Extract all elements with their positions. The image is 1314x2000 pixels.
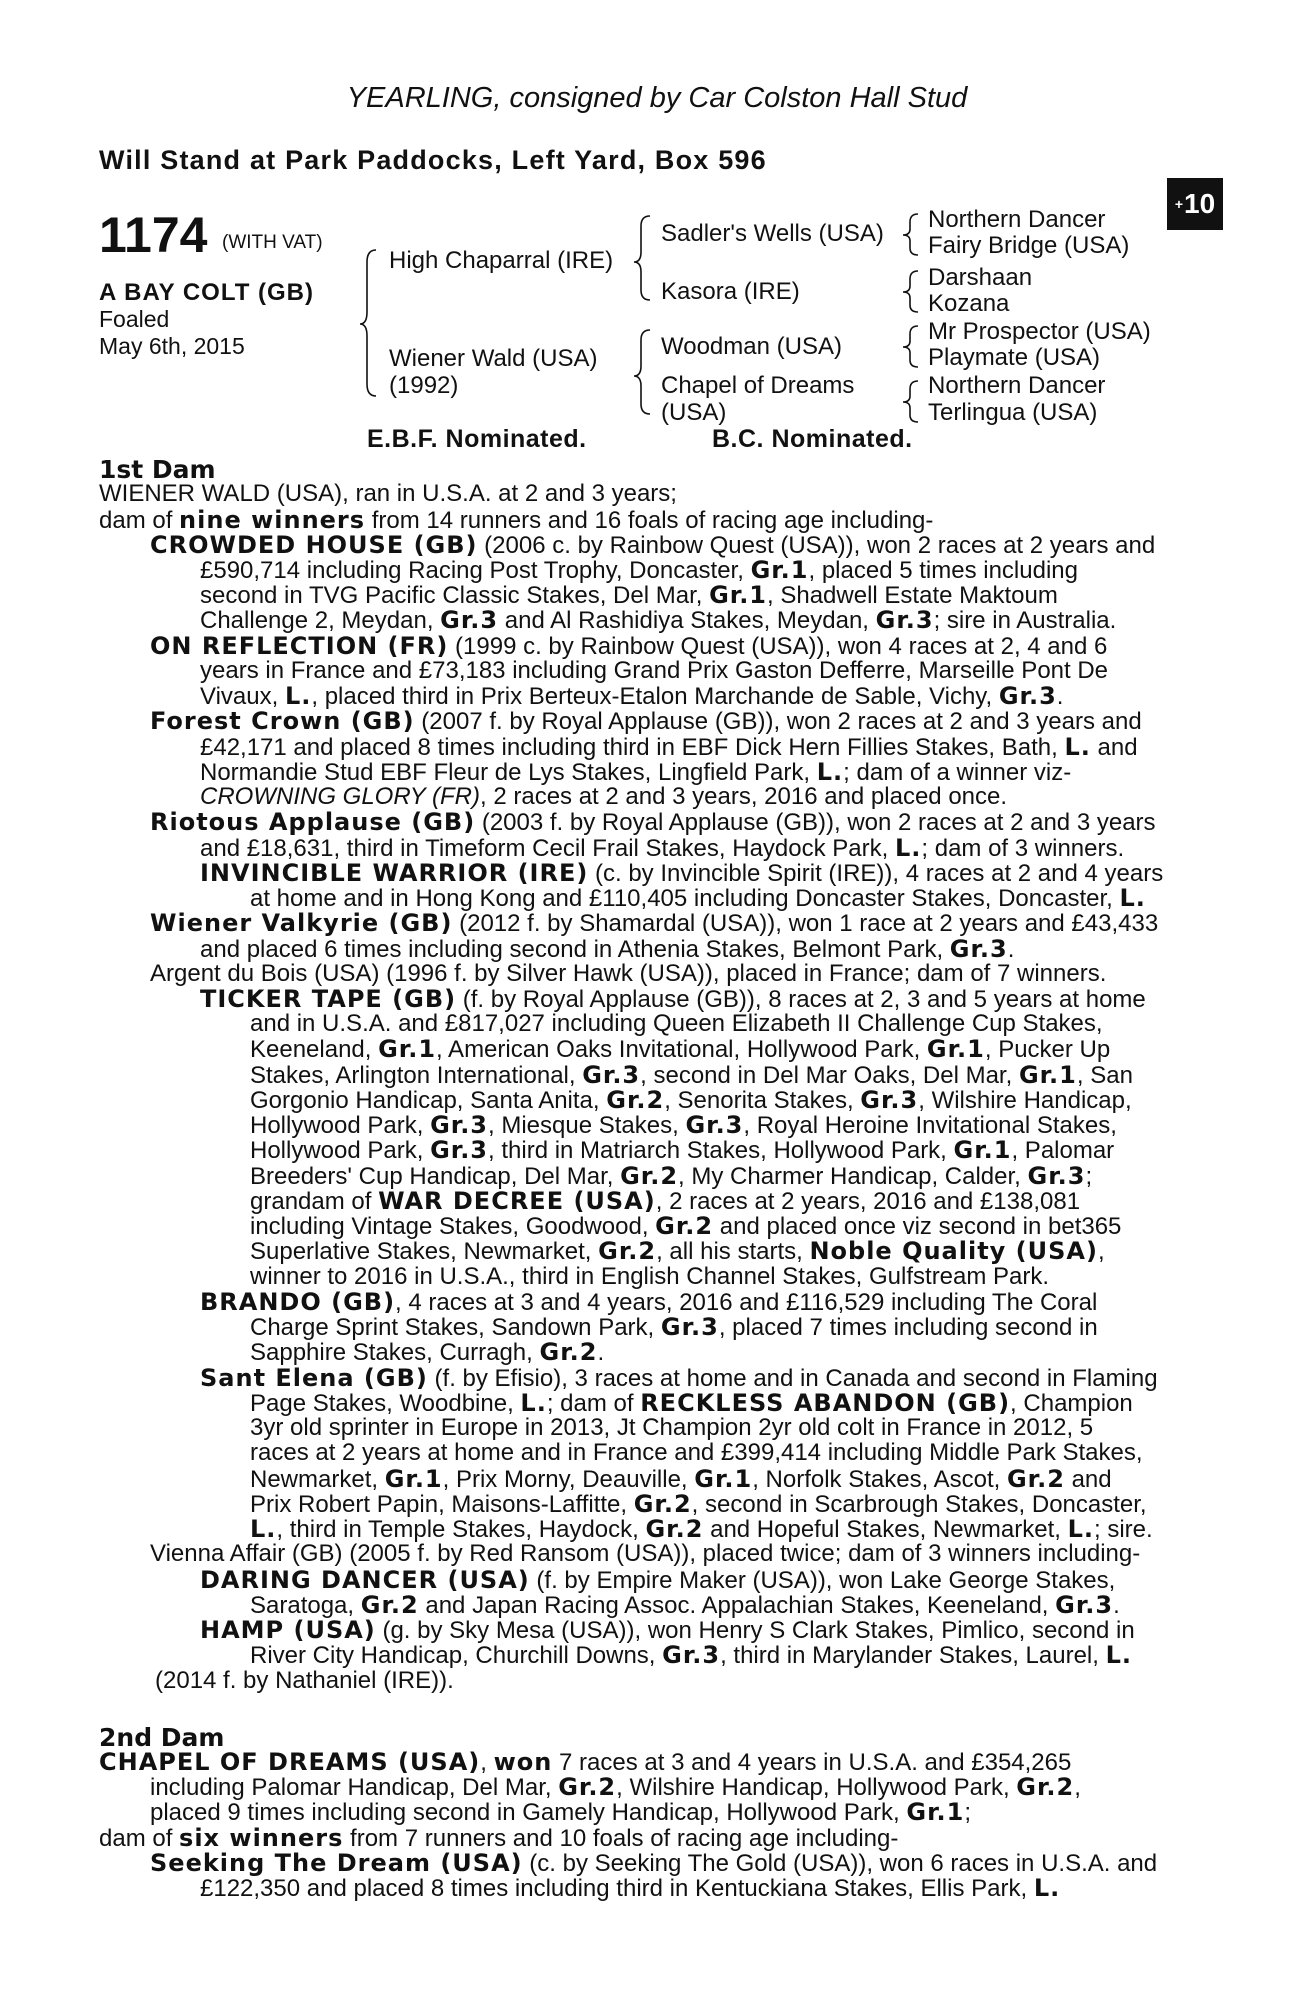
line-text: Normandie Stud EBF Fleur de Lys Stakes, Lingfield Park, [200, 759, 817, 786]
line-text: ; [964, 1799, 971, 1826]
bold-text: six winners [179, 1824, 344, 1852]
line-text: (2012 f. by Shamardal (USA)), won 1 race at 2 years and £43,433 [452, 910, 1159, 937]
ped-dd-dam: Terlingua (USA) [928, 399, 1098, 426]
line-text: , San [1076, 1062, 1133, 1089]
bold-text: Gr.1 [384, 1465, 443, 1493]
catalogue-line: races at 2 years at home and in France and £399,414 including Middle Park Stakes, [250, 1439, 1143, 1466]
ped-dam-dam-line2: (USA) [661, 399, 727, 426]
line-text: Newmarket, [250, 1466, 385, 1493]
catalogue-line: (2014 f. by Nathaniel (IRE)). [155, 1667, 454, 1694]
vat-label: (WITH VAT) [222, 232, 323, 253]
line-text: . [1113, 1592, 1120, 1619]
bold-text: Gr.2 [539, 1338, 598, 1366]
section-heading: 2nd Dam [99, 1723, 225, 1752]
line-text: , third in Matriarch Stakes, Hollywood Park, [488, 1137, 954, 1164]
line-text: Challenge 2, Meydan, [200, 607, 441, 634]
ebf-nomination: E.B.F. Nominated. [367, 425, 587, 453]
bold-text: L. [520, 1389, 547, 1417]
bold-text: L. [894, 834, 922, 862]
section-heading: 1st Dam [99, 455, 216, 484]
foaled-date: May 6th, 2015 [99, 333, 245, 359]
line-text: Vivaux, [200, 683, 285, 710]
bold-text: Gr.3 [440, 606, 499, 634]
ped-dam-line1: Wiener Wald (USA) [389, 345, 598, 372]
line-text: from 7 runners and 10 foals of racing age including- [343, 1825, 899, 1852]
ped-sire: High Chaparral (IRE) [389, 247, 614, 274]
bold-text: Gr.3 [430, 1111, 489, 1139]
bold-text: Gr.1 [694, 1465, 753, 1493]
bold-text: CHAPEL OF DREAMS (USA) [99, 1748, 481, 1776]
page-header: YEARLING, consigned by Car Colston Hall Stud [346, 82, 968, 114]
line-text: , Champion [1010, 1390, 1133, 1417]
bold-text: Gr.3 [1027, 1162, 1086, 1190]
bold-text: Gr.3 [998, 682, 1057, 710]
bold-text: L. [1033, 1874, 1061, 1902]
line-text: , second in Del Mar Oaks, Del Mar, [640, 1062, 1019, 1089]
line-text: ; [1085, 1163, 1093, 1190]
bc-nomination: B.C. Nominated. [712, 425, 913, 453]
bold-text: CROWDED HOUSE (GB) [150, 531, 478, 559]
bold-text: L. [816, 758, 844, 786]
bold-text: Gr.1 [709, 581, 768, 609]
foaled-label: Foaled [99, 306, 170, 332]
bold-text: Gr.2 [633, 1490, 692, 1518]
bold-text: DARING DANCER (USA) [200, 1566, 530, 1594]
bold-text: Gr.2 [360, 1591, 419, 1619]
bold-text: Gr.1 [926, 1035, 985, 1063]
line-text: River City Handicap, Churchill Downs, [250, 1642, 663, 1669]
bold-text: Gr.2 [655, 1212, 714, 1240]
line-text: , Royal Heroine Invitational Stakes, [743, 1112, 1117, 1139]
catalogue-line: and in U.S.A. and £817,027 including Queen Elizabeth II Challenge Cup Stakes, [250, 1010, 1103, 1037]
line-text: Gorgonio Handicap, Santa Anita, [250, 1087, 607, 1114]
line-text: £42,171 and placed 8 times including third in EBF Dick Hern Fillies Stakes, Bath, [200, 734, 1065, 761]
line-text: and [1064, 1466, 1112, 1493]
bold-text: L. [1119, 884, 1146, 912]
line-text: and Hopeful Stakes, Newmarket, [703, 1516, 1068, 1543]
bold-text: Gr.3 [875, 606, 934, 634]
bold-text: TICKER TAPE (GB) [200, 985, 457, 1013]
line-text: , Palomar [1011, 1137, 1115, 1164]
bold-text: Gr.1 [378, 1035, 437, 1063]
bold-text: Gr.3 [582, 1061, 641, 1089]
line-text: , American Oaks Invitational, Hollywood Park, [436, 1036, 927, 1063]
line-text: Saratoga, [250, 1592, 361, 1619]
line-text: dam of [99, 1825, 180, 1852]
line-text: Charge Sprint Stakes, Sandown Park, [250, 1314, 661, 1341]
badge-number: 10 [1184, 188, 1216, 219]
bold-text: HAMP (USA) [200, 1616, 376, 1644]
ped-dam-line2: (1992) [389, 372, 459, 399]
line-text: (2006 c. by Rainbow Quest (USA)), won 2 races at 2 years and [477, 532, 1156, 559]
line-text: , Wilshire Handicap, Hollywood Park, [616, 1774, 1017, 1801]
line-text: (2003 f. by Royal Applause (GB)), won 2 races at 2 and 3 years [475, 809, 1156, 836]
bold-text: Gr.3 [860, 1086, 919, 1114]
line-text: Superlative Stakes, Newmarket, [250, 1238, 599, 1265]
line-text: and Japan Racing Assoc. Appalachian Stakes, Keeneland, [418, 1592, 1056, 1619]
ped-ss-sire: Northern Dancer [928, 206, 1106, 233]
line-text: (g. by Sky Mesa (USA)), won Henry S Clark Stakes, Pimlico, second in [375, 1617, 1135, 1644]
catalogue-line [150, 909, 1158, 938]
bold-text: RECKLESS ABANDON (GB) [640, 1389, 1011, 1417]
line-text: , Wilshire Handicap, [918, 1087, 1132, 1114]
line-text: Breeders' Cup Handicap, Del Mar, [250, 1163, 621, 1190]
pedigree-brackets [0, 0, 1314, 440]
line-text: (c. by Invincible Spirit (IRE)), 4 races at 2 and 4 years [588, 860, 1164, 887]
bold-text: Gr.2 [620, 1162, 679, 1190]
catalogue-line [250, 1641, 1132, 1670]
line-text: and Al Rashidiya Stakes, Meydan, [498, 607, 876, 634]
catalogue-line [150, 808, 1156, 837]
bold-text: L. [1067, 1515, 1095, 1543]
line-text: ; sire. [1094, 1516, 1153, 1543]
ped-sire-dam: Kasora (IRE) [661, 278, 800, 305]
bold-text: Gr.1 [906, 1798, 965, 1826]
bracket-4 [903, 214, 918, 255]
line-text: 7 races at 3 and 4 years in U.S.A. and £354,265 [552, 1749, 1072, 1776]
bold-text: Sant Elena (GB) [200, 1364, 428, 1392]
bold-text: Gr.2 [558, 1773, 617, 1801]
line-text: £590,714 including Racing Post Trophy, Doncaster, [200, 557, 751, 584]
bold-text: nine winners [179, 506, 366, 534]
line-text: ; sire in Australia. [933, 607, 1117, 634]
bold-text: INVINCIBLE WARRIOR (IRE) [200, 859, 589, 887]
line-text: and placed 6 times including second in Athenia Stakes, Belmont Park, [200, 936, 950, 963]
line-text: , 2 races at 2 and 3 years, 2016 and placed once. [480, 783, 1008, 810]
lot-number: 1174 [99, 207, 208, 263]
catalogue-line: WIENER WALD (USA), ran in U.S.A. at 2 and 3 years; [99, 480, 677, 507]
line-text: ; dam of [546, 1390, 641, 1417]
bold-text: L. [1064, 733, 1091, 761]
bracket-6 [903, 326, 918, 367]
line-text: ; dam of a winner viz- [843, 759, 1072, 786]
bracket-1 [360, 250, 376, 396]
ped-sd-dam: Kozana [928, 290, 1010, 317]
catalogue-line: winner to 2016 in U.S.A., third in English Channel Stakes, Gulfstream Park. [250, 1263, 1050, 1290]
line-text: from 14 runners and 16 foals of racing age including- [365, 507, 934, 534]
line-text: , all his starts, [656, 1238, 810, 1265]
line-text: , second in Scarbrough Stakes, Doncaster, [691, 1491, 1147, 1518]
line-text: , My Charmer Handicap, Calder, [678, 1163, 1028, 1190]
bracket-3 [634, 330, 650, 414]
line-text: (f. by Empire Maker (USA)), won Lake George Stakes, [529, 1567, 1116, 1594]
line-text: , Miesque Stakes, [488, 1112, 686, 1139]
catalogue-line [250, 1136, 1114, 1165]
line-text: (2007 f. by Royal Applause (GB)), won 2 races at 2 and 3 years and [414, 708, 1142, 735]
ped-sire-sire: Sadler's Wells (USA) [661, 220, 884, 247]
line-text: , Pucker Up [984, 1036, 1111, 1063]
line-text: and £18,631, third in Timeform Cecil Frail Stakes, Haydock Park, [200, 835, 895, 862]
catalogue-line: Argent du Bois (USA) (1996 f. by Silver Hawk (USA)), placed in France; dam of 7 winners. [150, 960, 1107, 987]
line-text: , placed 5 times including [808, 557, 1078, 584]
catalogue-line [200, 1874, 1060, 1903]
line-text: including Palomar Handicap, Del Mar, [150, 1774, 559, 1801]
bold-text: Gr.1 [953, 1136, 1012, 1164]
line-text: , placed 7 times including second in [718, 1314, 1098, 1341]
bold-text: Gr.3 [430, 1136, 489, 1164]
catalogue-line [150, 707, 1142, 736]
bold-text: won [493, 1748, 553, 1776]
line-text: (1999 c. by Rainbow Quest (USA)), won 4 races at 2, 4 and 6 [448, 633, 1108, 660]
ped-ss-dam: Fairy Bridge (USA) [928, 232, 1130, 259]
line-text: Stakes, Arlington International, [250, 1062, 583, 1089]
ped-ds-dam: Playmate (USA) [928, 344, 1101, 371]
bold-text: Riotous Applause (GB) [150, 808, 476, 836]
bold-text: Gr.2 [645, 1515, 704, 1543]
bracket-2 [634, 216, 650, 300]
bold-text: Gr.3 [949, 935, 1008, 963]
catalogue-line [200, 783, 1007, 811]
line-text: including Vintage Stakes, Goodwood, [250, 1213, 656, 1240]
bold-text: Gr.1 [750, 556, 809, 584]
catalogue-line: years in France and £73,183 including Grand Prix Gaston Defferre, Marseille Pont De [200, 657, 1109, 684]
line-text: (c. by Seeking The Gold (USA)), won 6 races in U.S.A. and [522, 1850, 1158, 1877]
lot-description: A BAY COLT (GB) [99, 279, 315, 306]
bold-text: L. [250, 1515, 277, 1543]
ped-sd-sire: Darshaan [928, 264, 1033, 291]
bold-text: Gr.2 [606, 1086, 665, 1114]
line-text: placed 9 times including second in Gamely Handicap, Hollywood Park, [150, 1799, 907, 1826]
line-text: , 2 races at 2 years, 2016 and £138,081 [655, 1188, 1081, 1215]
line-text: dam of [99, 507, 180, 534]
bold-text: Gr.2 [598, 1237, 657, 1265]
badge-plus: + [1174, 196, 1184, 212]
line-text: , third in Marylander Stakes, Laurel, [720, 1642, 1106, 1669]
catalogue-line: Vienna Affair (GB) (2005 f. by Red Ransom (USA)), placed twice; dam of 3 winners including- [150, 1540, 1141, 1567]
bracket-7 [903, 381, 918, 422]
catalogue-line [200, 606, 1116, 635]
line-text: Page Stakes, Woodbine, [250, 1390, 521, 1417]
line-text: second in TVG Pacific Classic Stakes, Del Mar, [200, 582, 710, 609]
ped-ds-sire: Mr Prospector (USA) [928, 318, 1151, 345]
catalogue-line [150, 1798, 971, 1827]
stable-location: Will Stand at Park Paddocks, Left Yard, Box 596 [99, 145, 767, 175]
ped-dd-sire: Northern Dancer [928, 372, 1106, 399]
bold-text: Gr.3 [662, 1641, 721, 1669]
line-text: and placed once viz second in bet365 [713, 1213, 1122, 1240]
line-text: , [1074, 1774, 1081, 1801]
ped-dam-sire: Woodman (USA) [661, 333, 842, 360]
ped-dam-dam-line1: Chapel of Dreams [661, 372, 855, 399]
catalogue-line: 3yr old sprinter in Europe in 2013, Jt Champion 2yr old colt in France in 2012, 5 [250, 1414, 1094, 1441]
line-text: ; dam of 3 winners. [921, 835, 1125, 862]
catalogue-line [250, 1237, 1105, 1266]
line-text: , Shadwell Estate Maktoum [767, 582, 1058, 609]
bold-text: WAR DECREE (USA) [378, 1187, 656, 1215]
line-text: £122,350 and placed 8 times including third in Kentuckiana Stakes, Ellis Park, [200, 1875, 1034, 1902]
bold-text: L. [284, 682, 312, 710]
bold-text: Gr.3 [660, 1313, 719, 1341]
line-text: , placed third in Prix Berteux-Etalon Marchande de Sable, Vichy, [311, 683, 999, 710]
catalogue-line [250, 1338, 604, 1367]
catalogue-line [250, 1035, 1110, 1064]
line-text: Prix Robert Papin, Maisons-Laffitte, [250, 1491, 634, 1518]
line-text: (f. by Royal Applause (GB)), 8 races at 2, 3 and 5 years at home [456, 986, 1146, 1013]
line-text: , third in Temple Stakes, Haydock, [276, 1516, 646, 1543]
line-text: . [597, 1339, 605, 1366]
bold-text: Gr.2 [1016, 1773, 1075, 1801]
bracket-5 [903, 271, 918, 312]
bold-text: Wiener Valkyrie (GB) [150, 909, 453, 937]
bold-text: Forest Crown (GB) [150, 707, 415, 735]
bold-text: ON REFLECTION (FR) [150, 632, 449, 660]
line-text: Keeneland, [250, 1036, 379, 1063]
line-text: and [1090, 734, 1138, 761]
line-text: . [1007, 936, 1015, 963]
bold-text: BRANDO (GB) [200, 1288, 396, 1316]
bold-text: L. [1105, 1641, 1133, 1669]
bold-text: Gr.1 [1018, 1061, 1077, 1089]
bold-text: Noble Quality (USA) [809, 1237, 1098, 1265]
bold-text: Seeking The Dream (USA) [150, 1849, 523, 1877]
bold-text: Gr.3 [685, 1111, 744, 1139]
line-text: , Norfolk Stakes, Ascot, [752, 1466, 1007, 1493]
line-text: , 4 races at 3 and 4 years, 2016 and £116,529 including The Coral [395, 1289, 1098, 1316]
line-text: Hollywood Park, [250, 1137, 431, 1164]
line-text: . [1056, 683, 1064, 710]
line-text: , Senorita Stakes, [664, 1087, 861, 1114]
line-text: Hollywood Park, [250, 1112, 431, 1139]
bold-text: Gr.3 [1055, 1591, 1114, 1619]
line-text: , Prix Morny, Deauville, [442, 1466, 695, 1493]
line-text: grandam of [250, 1188, 379, 1215]
line-text: Sapphire Stakes, Curragh, [250, 1339, 540, 1366]
line-text: (f. by Efisio), 3 races at home and in Canada and second in Flaming [427, 1365, 1158, 1392]
italic-text: CROWNING GLORY (FR) [200, 783, 480, 810]
bold-text: Gr.2 [1006, 1465, 1065, 1493]
line-text: , [1097, 1238, 1105, 1265]
line-text: at home and in Hong Kong and £110,405 including Doncaster Stakes, Doncaster, [250, 885, 1120, 912]
line-text: , [480, 1749, 494, 1776]
